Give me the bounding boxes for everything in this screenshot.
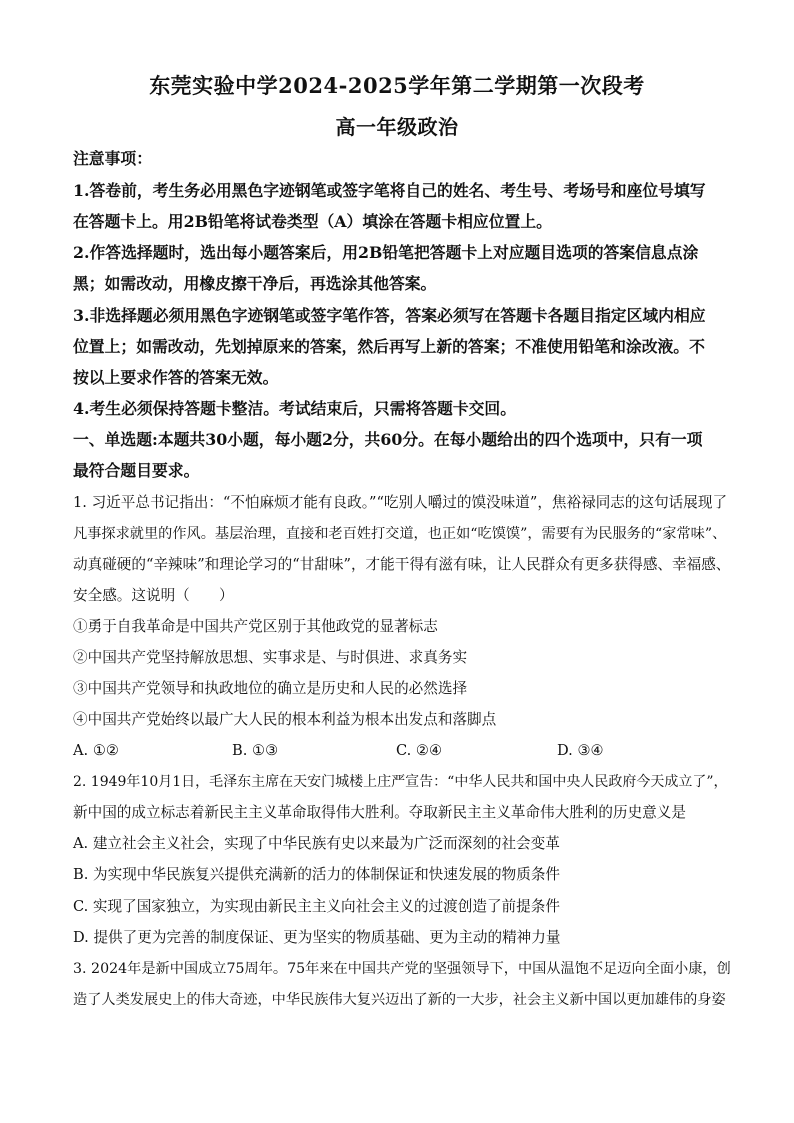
exam-title: 东莞实验中学2024-2025学年第二学期第一次段考 <box>149 73 645 98</box>
q1-option-b[interactable]: B. ①③ <box>232 742 279 759</box>
q1-statement: ②中国共产党坚持解放思想、实事求是、与时俱进、求真务实 <box>73 649 468 666</box>
notice-line: 1.答卷前，考生务必用黑色字迹钢笔或签字笔将自己的姓名、考生号、考场号和座位号填写 <box>73 181 706 200</box>
q2-stem: 2. 1949年10月1日，毛泽东主席在天安门城楼上庄严宣告：“中华人民共和国中央人民政府今天成立了”， <box>73 774 728 790</box>
notice-line: 3.非选择题必须用黑色字迹钢笔或签字笔作答，答案必须写在答题卡各题目指定区域内相应 <box>73 306 706 325</box>
q2-stem: 新中国的成立标志着新民主主义革命取得伟大胜利。夺取新民主主义革命伟大胜利的历史意义是 <box>73 804 686 821</box>
q2-option-d[interactable]: D. 提供了更为完善的制度保证、更为坚实的物质基础、更为主动的精神力量 <box>73 929 561 946</box>
q2-option-b[interactable]: B. 为实现中华民族复兴提供充满新的活力的体制保证和快速发展的物质条件 <box>73 866 561 883</box>
notice-line: 位置上；如需改动，先划掉原来的答案，然后再写上新的答案；不准使用铅笔和涂改液。不 <box>73 337 705 356</box>
q1-stem: 安全感。这说明（ ） <box>73 587 234 604</box>
q3-stem: 造了人类发展史上的伟大奇迹，中华民族伟大复兴迈出了新的一大步，社会主义新中国以更加雄伟的身姿 <box>73 992 726 1008</box>
section-heading: 最符合题目要求。 <box>73 461 200 480</box>
notice-line: 2.作答选择题时，选出每小题答案后，用2B铅笔把答题卡上对应题目选项的答案信息点涂 <box>73 243 699 262</box>
q1-statement: ③中国共产党领导和执政地位的确立是历史和人民的必然选择 <box>73 680 468 697</box>
q1-statement: ④中国共产党始终以最广大人民的根本利益为根本出发点和落脚点 <box>73 711 497 728</box>
q1-stem: 动真碰硬的“辛辣味”和理论学习的“甘甜味”，才能干得有滋有味，让人民群众有更多获得感、幸福感、 <box>73 556 731 573</box>
q2-option-c[interactable]: C. 实现了国家独立，为实现由新民主主义向社会主义的过渡创造了前提条件 <box>73 898 560 915</box>
notice-line: 在答题卡上。用2B铅笔将试卷类型（A）填涂在答题卡相应位置上。 <box>73 212 552 231</box>
notice-line: 4.考生必须保持答题卡整洁。考试结束后，只需将答题卡交回。 <box>73 399 517 418</box>
exam-subtitle: 高一年级政治 <box>335 115 459 139</box>
q1-option-a[interactable]: A. ①② <box>73 742 119 759</box>
q2-option-a[interactable]: A. 建立社会主义社会，实现了中华民族有史以来最为广泛而深刻的社会变革 <box>73 835 560 852</box>
q1-stem: 1. 习近平总书记指出：“不怕麻烦才能有良政。”“吃别人嚼过的馍没味道”，焦裕禄同志的这句话展现了 <box>73 494 728 511</box>
q1-option-c[interactable]: C. ②④ <box>396 742 443 759</box>
q1-stem: 凡事探求就里的作风。基层治理，直接和老百姓打交道，也正如“吃馍馍”，需要有为民服务的“家常味”、 <box>73 526 727 542</box>
q3-stem: 3. 2024年是新中国成立75周年。75年来在中国共产党的坚强领导下，中国从温饱不足迈向全面小康，创 <box>73 961 731 977</box>
notice-line: 按以上要求作答的答案无效。 <box>73 368 279 387</box>
section-heading: 一、单选题:本题共30小题，每小题2分，共60分。在每小题给出的四个选项中，只有一项 <box>73 430 703 449</box>
q1-option-d[interactable]: D. ③④ <box>557 742 604 759</box>
notice-heading: 注意事项： <box>73 149 152 168</box>
q1-statement: ①勇于自我革命是中国共产党区别于其他政党的显著标志 <box>73 618 438 635</box>
notice-line: 黑；如需改动，用橡皮擦干净后，再选涂其他答案。 <box>73 274 437 293</box>
